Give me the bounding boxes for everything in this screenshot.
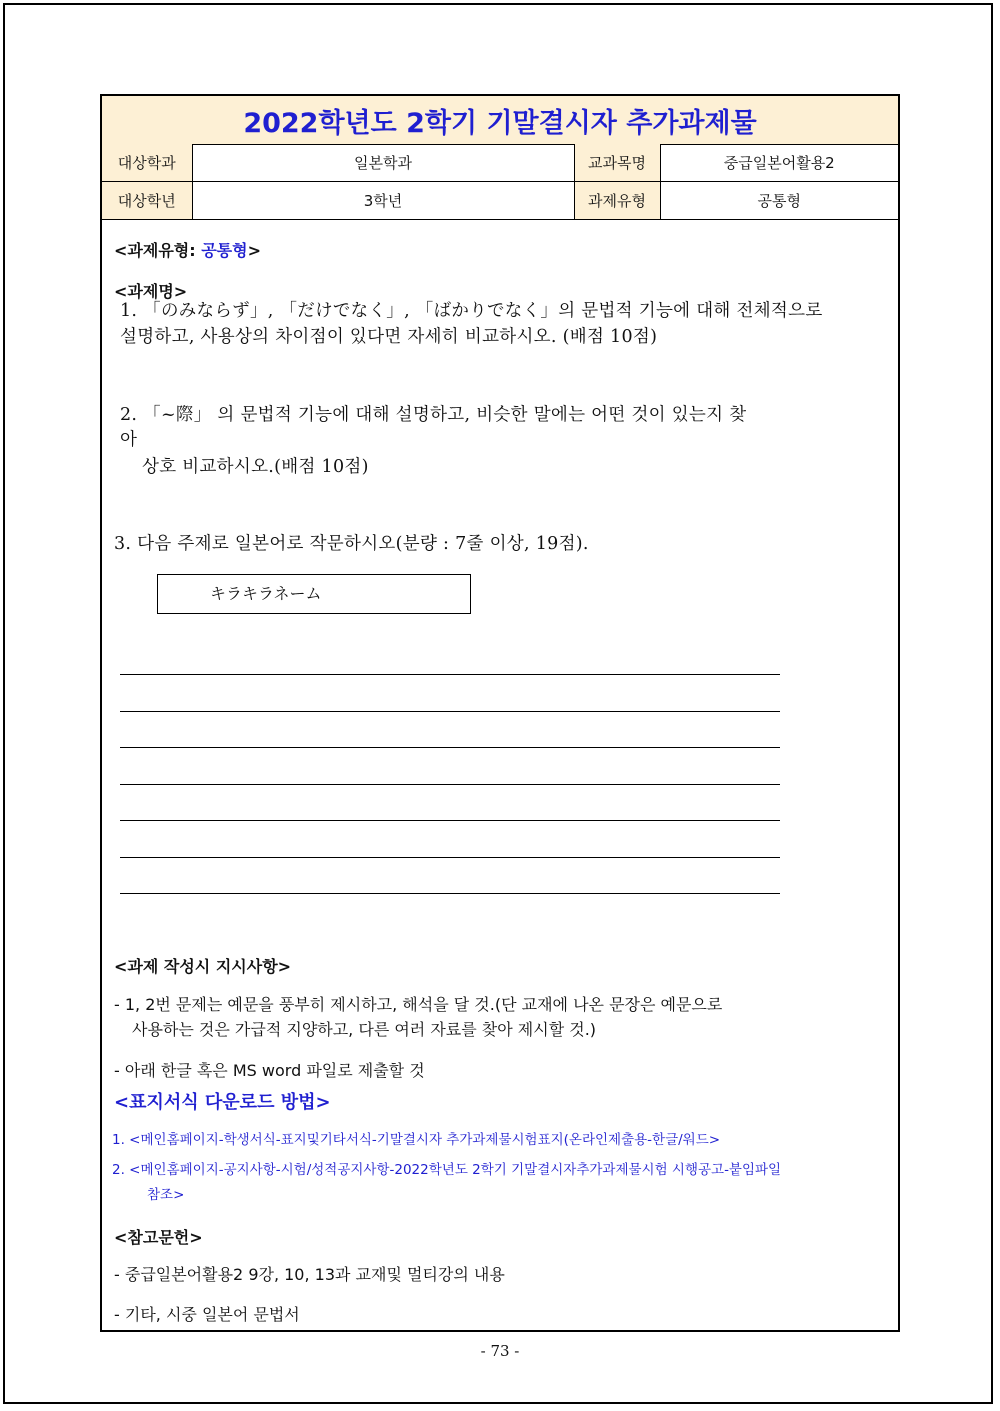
dept-value: 일본학과 (192, 144, 574, 182)
answer-line (120, 711, 780, 712)
instructions-heading: <과제 작성시 지시사항> (114, 957, 292, 976)
question-2-line-2: 아 (120, 430, 138, 450)
question-2-line-1: 2. 「~際」 의 문법적 기능에 대해 설명하고, 비슷한 말에는 어떤 것이 있는지 찾 (120, 405, 747, 425)
instruction-2: - 아래 한글 혹은 MS word 파일로 제출할 것 (114, 1061, 425, 1080)
assignment-frame (100, 94, 900, 1332)
assignment-name-heading: <과제명> (114, 282, 188, 301)
answer-line (120, 784, 780, 785)
references-heading: <참고문헌> (114, 1228, 203, 1247)
download-item-1: 1. <메인홈페이지-학생서식-표지및기타서식-기말결시자 추가과제물시험표지(온라인제출용-한글/워드> (112, 1132, 721, 1148)
info-table (102, 144, 898, 220)
assignment-type-close: > (247, 241, 261, 260)
page-number: - 73 - (480, 1342, 520, 1360)
download-item-2-line-1: 2. <메인홈페이지-공지사항-시험/성적공지사항-2022학년도 2학기 기말결시자추가과제물시험 시행공고-붙임파일 (112, 1162, 782, 1178)
table-row (102, 144, 898, 182)
assignment-type-value: 공통형 (201, 241, 248, 260)
answer-line (120, 893, 780, 894)
instruction-1-line-1: - 1, 2번 문제는 예문을 풍부히 제시하고, 해석을 달 것.(단 교재에 나온 문장은 예문으로 (114, 995, 723, 1014)
type-value: 공통형 (660, 182, 898, 220)
answer-line (120, 747, 780, 748)
grade-label: 대상학년 (102, 182, 192, 220)
topic-box: キラキラネーム (157, 574, 471, 614)
type-label: 과제유형 (574, 182, 660, 220)
question-2-line-3: 상호 비교하시오.(배점 10점) (142, 457, 369, 477)
answer-line (120, 820, 780, 821)
answer-line (120, 674, 780, 675)
table-row (102, 182, 898, 220)
page-title: 2022학년도 2학기 기말결시자 추가과제물 (102, 96, 898, 145)
instruction-1-line-2: 사용하는 것은 가급적 지양하고, 다른 여러 자료를 찾아 제시할 것.) (132, 1020, 597, 1039)
dept-label: 대상학과 (102, 144, 192, 182)
question-1-line-2: 설명하고, 사용상의 차이점이 있다면 자세히 비교하시오. (배점 10점) (120, 327, 658, 347)
reference-2: - 기타, 시중 일본어 문법서 (114, 1305, 300, 1324)
answer-line (120, 857, 780, 858)
course-value: 중급일본어활용2 (660, 144, 898, 182)
download-item-2-line-2: 참조> (147, 1187, 185, 1203)
question-1-line-1: 1. 「のみならず」, 「だけでなく」, 「ばかりでなく」의 문법적 기능에 대해 전체적으로 (120, 301, 823, 321)
question-3-line-1: 3. 다음 주제로 일본어로 작문하시오(분량 : 7줄 이상, 19점). (114, 534, 589, 554)
assignment-type-label: <과제유형: (114, 241, 202, 260)
course-label: 교과목명 (574, 144, 660, 182)
download-heading: <표지서식 다운로드 방법> (114, 1092, 331, 1113)
reference-1: - 중급일본어활용2 9강, 10, 13과 교재및 멀티강의 내용 (114, 1265, 505, 1284)
grade-value: 3학년 (192, 182, 574, 220)
assignment-type-line (114, 238, 261, 261)
